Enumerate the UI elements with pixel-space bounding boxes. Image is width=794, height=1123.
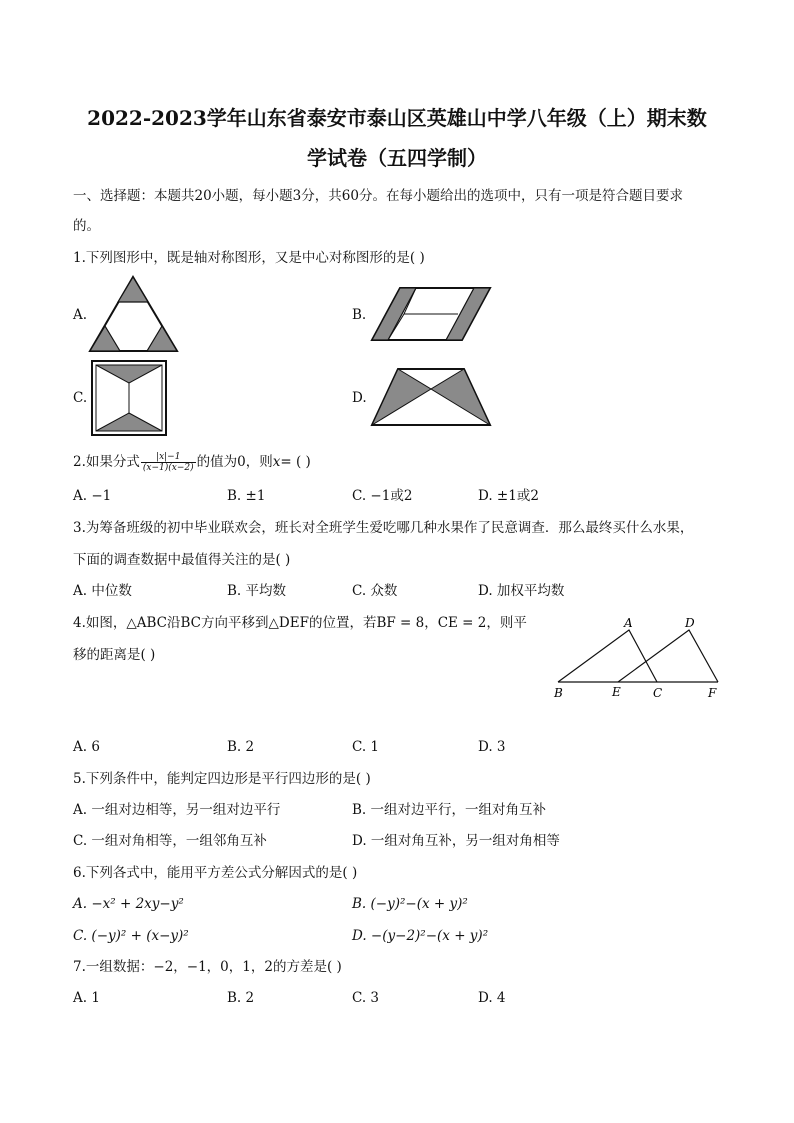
q6-stem: 6.下列各式中，能用平方差公式分解因式的是( ) — [73, 865, 358, 881]
q1-figure-d — [370, 367, 492, 427]
q3-stem-line1: 3.为筹备班级的初中毕业联欢会，班长对全班学生爱吃哪几种水果作了民意调查．那么最终买什么水果， — [73, 520, 694, 536]
q2-option-d: D. ±1或2 — [478, 488, 539, 504]
q6-option-d: D. −(y−2)²−(x + y)² — [352, 928, 489, 944]
q2-fraction — [141, 452, 196, 473]
label-d: D — [685, 616, 695, 630]
triangle-abc — [558, 630, 657, 682]
label-a: A — [624, 616, 633, 630]
exam-title-line1: 2022-2023学年山东省泰安市泰山区英雄山中学八年级（上）期末数 — [87, 106, 707, 130]
q2-fraction-denominator: (x−1)(x−2) — [142, 463, 194, 473]
q1-option-b-label: B. — [352, 307, 367, 323]
q4-translation-figure — [550, 614, 730, 704]
q1-stem: 1.下列图形中，既是轴对称图形，又是中心对称图形的是( ) — [73, 250, 425, 266]
q4-option-d: D. 3 — [478, 739, 506, 755]
q2-option-b: B. ±1 — [227, 488, 266, 504]
q1-figure-a — [88, 274, 180, 354]
q7-option-d: D. 4 — [478, 990, 506, 1006]
q4-stem-line2: 移的距离是( ) — [73, 647, 156, 663]
q5-option-c: C. 一组对角相等，一组邻角互补 — [73, 833, 267, 849]
q2-option-c: C. −1或2 — [352, 488, 413, 504]
q3-option-a: A. 中位数 — [73, 583, 132, 599]
q4-option-a: A. 6 — [73, 739, 100, 755]
q3-stem-line2: 下面的调查数据中最值得关注的是( ) — [73, 552, 291, 568]
q2-stem-pre: 2.如果分式 — [73, 454, 140, 470]
q7-stem: 7.一组数据：−2，−1，0，1，2的方差是( ) — [73, 959, 342, 975]
q4-stem-line1: 4.如图，△ABC沿BC方向平移到△DEF的位置，若BF = 8，CE = 2，则平 — [73, 615, 527, 631]
q3-option-d: D. 加权平均数 — [478, 583, 565, 599]
label-c: C — [653, 686, 663, 700]
q7-option-c: C. 3 — [352, 990, 380, 1006]
q2-fraction-numerator: |x|−1 — [141, 452, 196, 463]
q2-stem-post: 的值为0，则 — [196, 454, 273, 470]
q2-variable: x — [272, 454, 281, 470]
q6-option-b: B. (−y)²−(x + y)² — [352, 896, 468, 912]
q5-option-b: B. 一组对边平行，一组对角互补 — [352, 802, 547, 818]
q5-option-a: A. 一组对边相等，另一组对边平行 — [73, 802, 281, 818]
q7-option-b: B. 2 — [227, 990, 255, 1006]
q3-option-c: C. 众数 — [352, 583, 398, 599]
q2-stem-end: = ( ) — [280, 454, 311, 470]
q3-option-b: B. 平均数 — [227, 583, 287, 599]
q5-stem: 5.下列条件中，能判定四边形是平行四边形的是( ) — [73, 771, 371, 787]
q1-option-a-label: A. — [73, 307, 88, 323]
section-heading-line2: 的。 — [73, 218, 100, 234]
label-b: B — [554, 686, 563, 700]
q5-option-d: D. 一组对角互补，另一组对角相等 — [352, 833, 560, 849]
q6-option-c: C. (−y)² + (x−y)² — [73, 928, 189, 944]
q2-stem — [73, 452, 311, 473]
label-e: E — [612, 685, 621, 699]
exam-title-line2: 学试卷（五四学制） — [307, 146, 487, 170]
q4-option-b: B. 2 — [227, 739, 255, 755]
q1-figure-c — [90, 359, 168, 437]
q7-option-a: A. 1 — [73, 990, 100, 1006]
q1-option-d-label: D. — [352, 390, 367, 406]
q2-option-a: A. −1 — [73, 488, 112, 504]
label-f: F — [708, 686, 717, 700]
q4-option-c: C. 1 — [352, 739, 380, 755]
q6-option-a: A. −x² + 2xy−y² — [73, 896, 184, 912]
q1-option-c-label: C. — [73, 390, 88, 406]
q1-figure-b — [370, 286, 492, 342]
section-heading-line1: 一、选择题：本题共20小题，每小题3分，共60分。在每小题给出的选项中，只有一项是符合题目要求 — [73, 188, 683, 204]
